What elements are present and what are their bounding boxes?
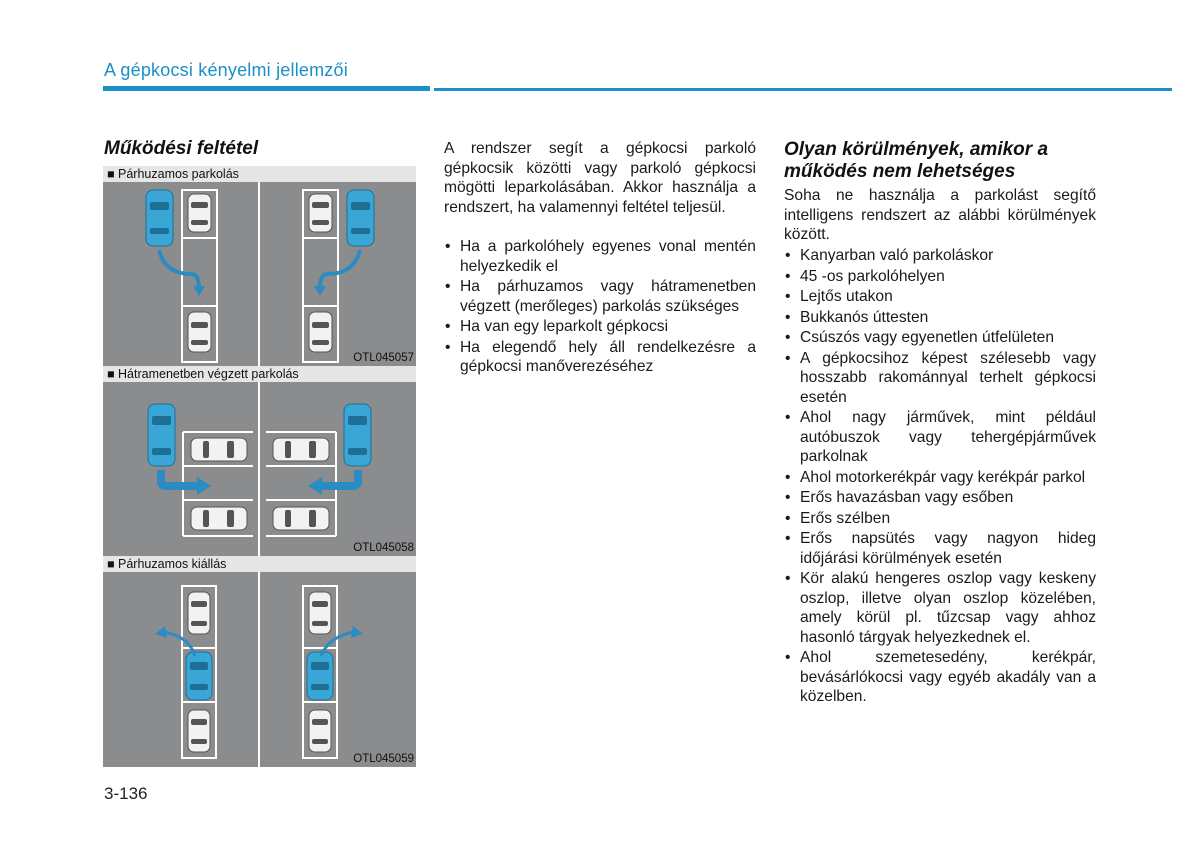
list-item: • Erős havazásban vagy esőben: [784, 488, 1096, 508]
right-intro-paragraph: Soha ne használja a parkolást segítő intelligens rendszert az alábbi körülmények között.: [784, 187, 1096, 243]
figure-code: OTL045058: [353, 542, 414, 554]
page-header-title: A gépkocsi kényelmi jellemzői: [104, 60, 348, 80]
list-item: • Erős szélben: [784, 509, 1096, 529]
list-item: • Csúszós vagy egyenetlen útfelületen: [784, 328, 1096, 348]
list-item: • Ha van egy leparkolt gépkocsi: [444, 317, 756, 337]
figure-caption: ■ Hátramenetben végzett parkolás: [103, 366, 416, 382]
list-item: • Lejtős utakon: [784, 287, 1096, 307]
reverse-parking-illustration: [103, 382, 416, 556]
right-bullet-list: [784, 246, 1096, 708]
figure-parallel-exit: [103, 556, 416, 767]
page-number: 3-136: [104, 784, 148, 803]
figure-caption: ■ Párhuzamos parkolás: [103, 166, 416, 182]
list-item: • A gépkocsihoz képest szélesebb vagy hosszabb rakománnyal terhelt gépkocsi esetén: [784, 349, 1096, 408]
figure-code: OTL045057: [353, 352, 414, 364]
parallel-parking-illustration: [103, 182, 416, 366]
header-rule-thick: [103, 86, 430, 91]
list-item: • Erős napsütés vagy nagyon hideg időjárási körülmények esetén: [784, 529, 1096, 568]
list-item: • Ahol szemetesedény, kerékpár, bevásárlókocsi vagy egyéb akadály van a közelben.: [784, 648, 1096, 707]
list-item: • Bukkanós úttesten: [784, 308, 1096, 328]
middle-bullet-list: [444, 237, 756, 378]
list-item: • Kör alakú hengeres oszlop vagy keskeny oszlop, illetve olyan oszlop közelében, amely körül pl. tűzcsap vagy ahhoz hasonló tárgyak helyezkednek el.: [784, 569, 1096, 647]
parallel-exit-illustration: [103, 572, 416, 767]
list-item: • Ahol motorkerékpár vagy kerékpár parkol: [784, 468, 1096, 488]
list-item: • Ha a parkolóhely egyenes vonal mentén helyezkedik el: [444, 237, 756, 276]
header-rule-thin: [434, 88, 1172, 91]
list-item: • Kanyarban való parkoláskor: [784, 246, 1096, 266]
figure-reverse-parking: [103, 366, 416, 556]
left-section-title: Működési feltétel: [104, 138, 259, 159]
list-item: • Ahol nagy járművek, mint például autóbuszok vagy tehergépjárművek parkolnak: [784, 408, 1096, 467]
figure-parallel-parking: [103, 166, 416, 366]
list-item: • Ha párhuzamos vagy hátramenetben végzett (merőleges) parkolás szükséges: [444, 277, 756, 316]
figure-code: OTL045059: [353, 753, 414, 765]
figure-caption: ■ Párhuzamos kiállás: [103, 556, 416, 572]
middle-intro-paragraph: A rendszer segít a gépkocsi parkoló gépkocsik közötti vagy parkoló gépkocsi mögötti leparkolásában. Akkor használja a rendszert, ha valamennyi feltétel teljesül.: [444, 140, 756, 216]
list-item: • Ha elegendő hely áll rendelkezésre a gépkocsi manőverezéséhez: [444, 338, 756, 377]
right-section-title: Olyan körülmények, amikor a működés nem lehetséges: [784, 139, 1049, 182]
list-item: • 45 -os parkolóhelyen: [784, 267, 1096, 287]
